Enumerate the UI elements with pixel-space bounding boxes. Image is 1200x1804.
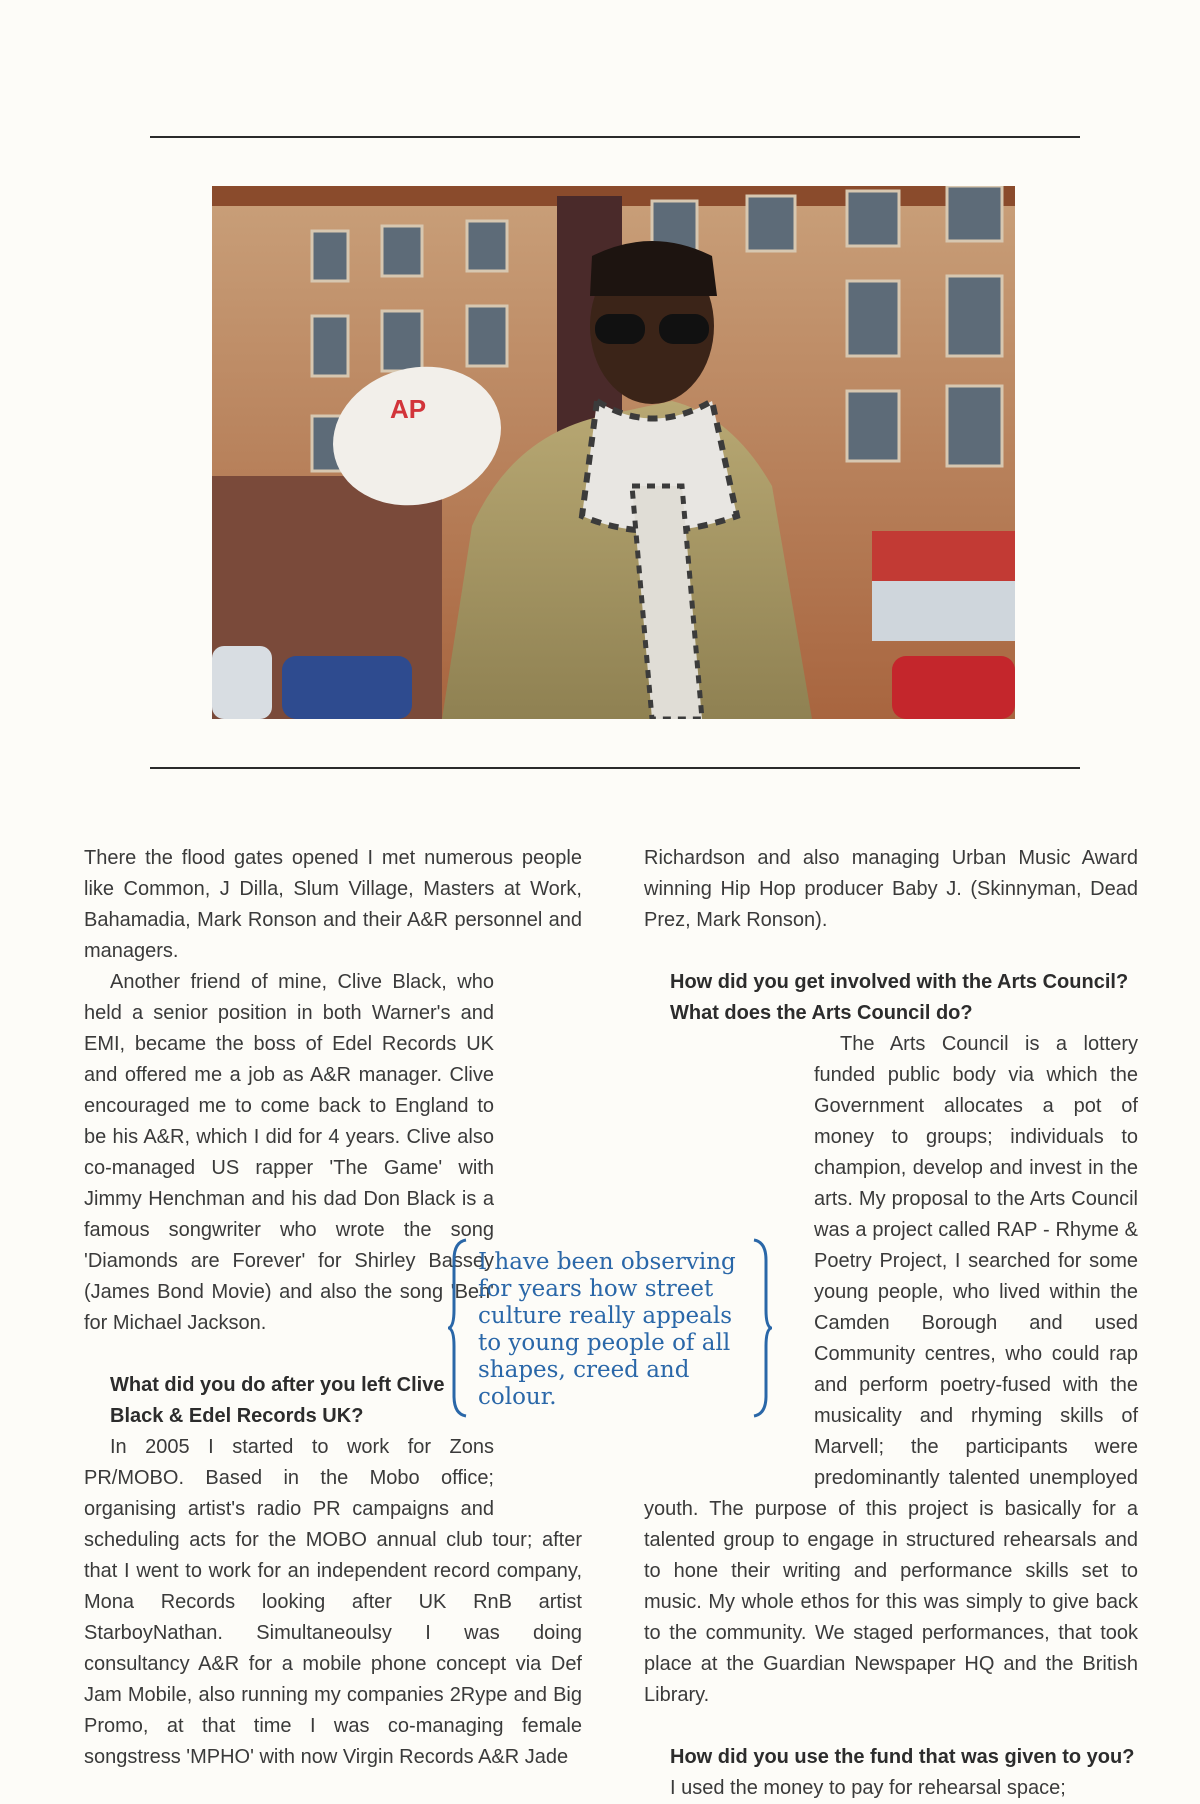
paragraph: Richardson and also managing Urban Music Award winning Hip Hop producer Baby J. (Skinnyman, Dead Prez, Mark Ronson). (644, 847, 1138, 931)
spacer (644, 936, 1138, 967)
paragraph: In 2005 I started to work for Zons PR/MOBO. Based in the Mobo office; organising artist's radio PR campaigns and scheduling acts for the MOBO annual club tour; after that I went to work for an independent record company, Mona Records looking after UK RnB artist StarboyNathan. Simultaneoulsy I was doing consultancy A&R for a mobile phone concept via Def Jam Mobile, also running my companies 2Rype and Big Promo, at that time I was co-managing female songstress 'MPHO' with now Virgin Records A&R Jade (84, 1436, 582, 1768)
paragraph: There the flood gates opened I met numerous people like Common, J Dilla, Slum Village, Masters at Work, Bahamadia, Mark Ronson and their A&R personnel and managers. (84, 847, 582, 962)
top-rule (150, 136, 1080, 138)
svg-text:AP: AP (390, 394, 427, 424)
spacer (644, 1711, 1138, 1742)
pullquote: I have been observing for years how street culture really appeals to young people of all shapes, creed and colour. (478, 1249, 736, 1410)
right-brace-icon (750, 1238, 772, 1418)
paragraph: I used the money to pay for rehearsal space; (670, 1777, 1066, 1799)
section-question: What did you do after you left Clive Black & Edel Records UK? (110, 1374, 445, 1427)
portrait-photo (212, 186, 1015, 719)
portrait-photo-icon (212, 186, 1015, 719)
paragraph: The Arts Council is a lottery funded public body via which the Government allocates a pot of money to groups; individuals to champion, develop and invest in the arts. My proposal to the Arts Council was a project called RAP - Rhyme & Poetry Project, I searched for some young people, who lived within the Camden Borough and used Community centres, who could rap and perform poetry-fused with the musicality and rhyming skills of Marvell; the participants were predominantly talented unemployed youth. The purpose of this project is basically for a talented group to engage in structured rehearsals and to hone their writing and performance skills set to music. My whole ethos for this was simply to give back to the community. We staged performances, that took place at the Guardian Newspaper HQ and the British Library. (644, 1033, 1138, 1706)
section-question: How did you get involved with the Arts Council? What does the Arts Council do? (670, 971, 1129, 1024)
left-brace-icon (448, 1238, 470, 1418)
paragraph: Another friend of mine, Clive Black, who held a senior position in both Warner's and EMI, became the boss of Edel Records UK and offered me a job as A&R manager. Clive encouraged me to come back to England to be his A&R, which I did for 4 years. Clive also co-managed US rapper 'The Game' with Jimmy Henchman and his dad Don Black is a famous songwriter who wrote the song 'Diamonds are Forever' for Shirley Bassey (James Bond Movie) and also the song 'Ben' for Michael Jackson. (84, 971, 494, 1334)
bottom-rule (150, 767, 1080, 769)
section-question: How did you use the fund that was given to you? (670, 1746, 1135, 1768)
